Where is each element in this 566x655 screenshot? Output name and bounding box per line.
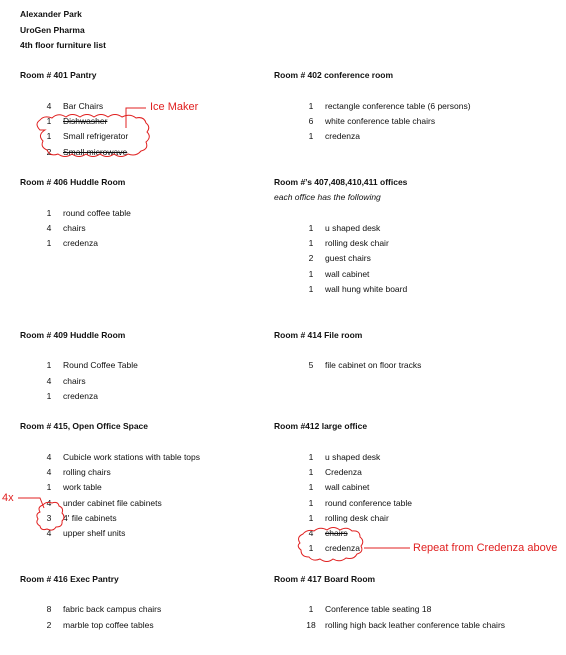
room-414-title: Room # 414 File room <box>274 330 363 340</box>
room-415-title: Room # 415, Open Office Space <box>20 421 149 431</box>
header-subtitle: 4th floor furniture list <box>20 40 106 50</box>
repeat-credenza-annotation: Repeat from Credenza above <box>413 542 558 554</box>
ice-maker-annotation: Ice Maker <box>150 101 199 113</box>
room-406-title: Room # 406 Huddle Room <box>20 177 126 187</box>
four-x-annotation: 4x <box>2 492 14 504</box>
header-name: Alexander Park <box>20 9 82 19</box>
ice-maker-leader <box>126 108 146 128</box>
room-407-title: Room #’s 407,408,410,411 offices <box>274 177 408 187</box>
header-company: UroGen Pharma <box>20 25 85 35</box>
room-416-title: Room # 416 Exec Pantry <box>20 574 119 584</box>
room-417-title: Room # 417 Board Room <box>274 574 376 584</box>
room-407-note: each office has the following <box>274 192 381 202</box>
document-page: Alexander Park UroGen Pharma 4th floor furniture list Room # 401 Pantry 4 Bar Chairs 1 Dishwasher 1 Small refrigerator 2 Small microwave Room # 402 conference room 1 rectangle conference table (6 persons) 6 white conference table chairs 1 credenza Room # 406 Huddle Room 1 round coffee table 4 chairs 1 credenza Room #’s 407,408,410,411 offices each office has the following 1 u shaped desk 1 rolling desk chair 2 guest chairs 1 wall cabinet 1 wall hung white board Room # 409 Huddle Room 1 Round Coffee Table 4 chairs 1 credenza Room # 414 File room 5 file cabinet on floor tracks Room # 415, Open Office Space 4 Cubicle work stations with table tops 4 rolling chairs 1 work table 4 under cabinet file cabinets 3 4' file cabinets 4 upper shelf units Room #412 large office 1 u shaped desk 1 Credenza 1 wall cabinet 1 round conference table 1 rolling desk chair 4 chairs 1 credenza Room # 416 Exec Pantry 8 fabric back campus chairs 2 marble top coffee tables Room # 417 Board Room 1 Conference table seating 18 18 rolling high back leather conference table chairs Ice Maker 4x Repeat from Credenza above <box>0 0 566 655</box>
four-x-leader <box>18 498 44 508</box>
room-409-title: Room # 409 Huddle Room <box>20 330 126 340</box>
room-412-title: Room #412 large office <box>274 421 368 431</box>
room-402-title: Room # 402 conference room <box>274 70 394 80</box>
room-401-title: Room # 401 Pantry <box>20 70 97 80</box>
